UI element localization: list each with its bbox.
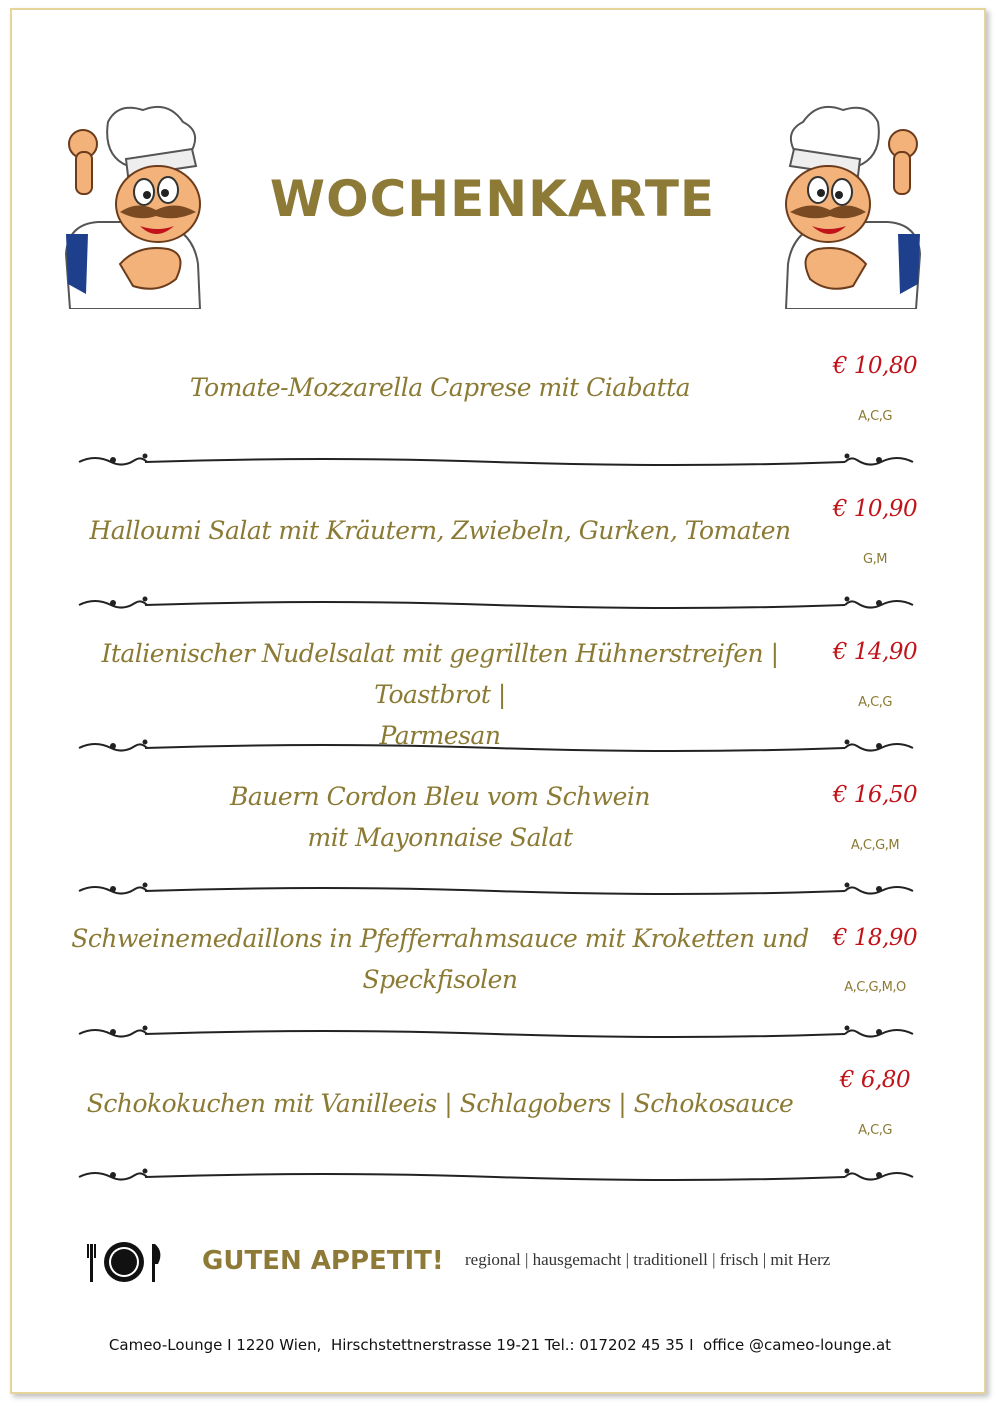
dish-price: € 16,50 xyxy=(832,782,918,808)
dish-price: € 14,90 xyxy=(832,639,918,665)
allergen-codes: A,C,G xyxy=(858,409,892,424)
dish-name xyxy=(60,918,820,1000)
dish-price: € 18,90 xyxy=(832,925,918,951)
dish-name xyxy=(60,510,820,551)
ornamental-divider xyxy=(75,1165,917,1189)
allergen-codes: A,C,G,M,O xyxy=(844,980,906,995)
dish-line: Parmesan xyxy=(379,721,501,750)
chef-icon xyxy=(778,104,928,309)
cutlery-plate-icon xyxy=(86,1240,166,1284)
allergen-codes: A,C,G xyxy=(858,1123,892,1138)
tagline: regional | hausgemacht | traditionell | frisch | mit Herz xyxy=(465,1250,831,1269)
page-title: WOCHENKARTE xyxy=(269,170,716,228)
dish-line: Halloumi Salat mit Kräutern, Zwiebeln, Gurken, Tomaten xyxy=(89,516,791,545)
ornamental-divider xyxy=(75,450,917,474)
dish-line: mit Mayonnaise Salat xyxy=(307,823,573,852)
dish-price: € 10,90 xyxy=(832,496,918,522)
ornamental-divider xyxy=(75,1022,917,1046)
allergen-codes: G,M xyxy=(863,552,887,567)
chef-icon xyxy=(58,104,208,309)
dish-name xyxy=(60,776,820,858)
dish-line: Schweinemedaillons in Pfefferrahmsauce mit Kroketten und xyxy=(71,924,809,953)
allergen-codes: A,C,G,M xyxy=(850,838,900,853)
dish-line: Bauern Cordon Bleu vom Schwein xyxy=(230,782,650,811)
dish-line: Tomate-Mozzarella Caprese mit Ciabatta xyxy=(189,373,691,402)
footer-contact: Cameo-Lounge I 1220 Wien, Hirschstettnerstrasse 19-21 Tel.: 017202 45 35 I office @cameo-lounge.at xyxy=(108,1336,892,1354)
dish-line: Schokokuchen mit Vanilleeis | Schlagobers | Schokosauce xyxy=(86,1089,794,1118)
dish-price: € 6,80 xyxy=(839,1067,911,1093)
closing-greeting: GUTEN APPETIT! xyxy=(202,1246,444,1276)
ornamental-divider xyxy=(75,736,917,760)
dish-name xyxy=(60,367,820,408)
dish-line: Italienischer Nudelsalat mit gegrillten Hühnerstreifen | Toastbrot | xyxy=(101,639,779,709)
dish-line: Speckfisolen xyxy=(362,965,518,994)
ornamental-divider xyxy=(75,593,917,617)
dish-price: € 10,80 xyxy=(832,353,918,379)
allergen-codes: A,C,G xyxy=(858,695,892,710)
ornamental-divider xyxy=(75,879,917,903)
dish-name xyxy=(60,1083,820,1124)
